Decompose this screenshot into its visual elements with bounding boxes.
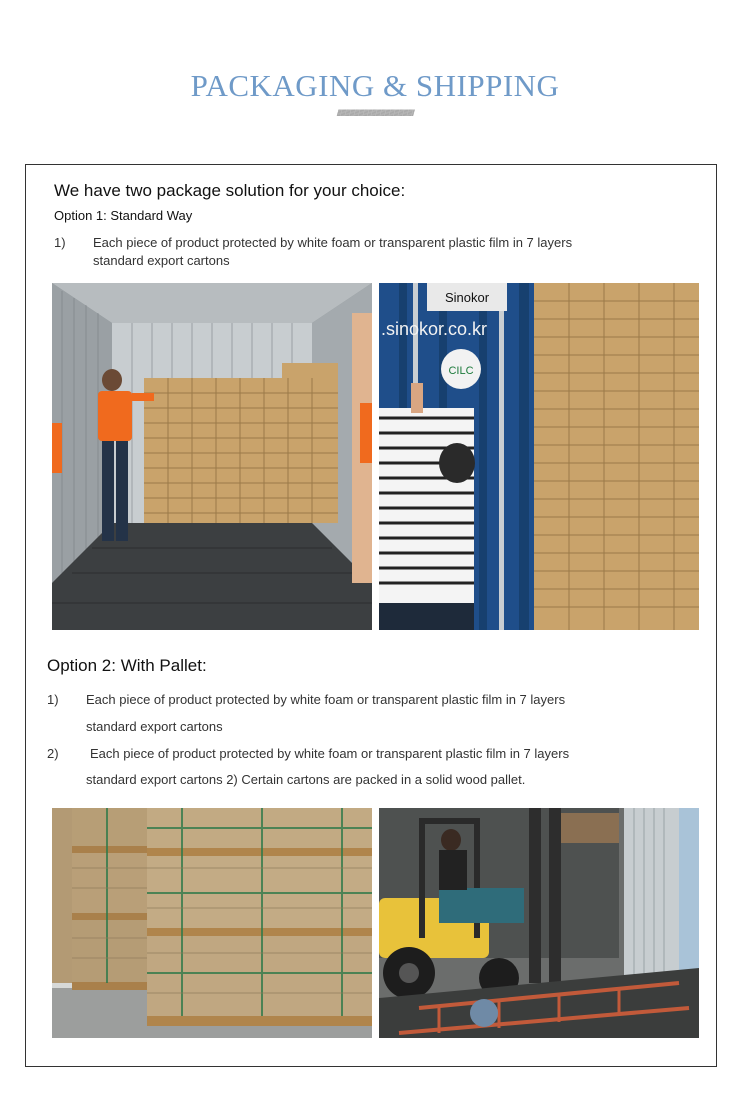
container-label-text: Sinokor (444, 290, 490, 305)
option1-item-line2: standard export cartons (93, 253, 230, 268)
photo-forklift-loading (379, 808, 699, 1038)
option2-item2-number: 2) (47, 746, 59, 761)
container-url-text: .sinokor.co.kr (381, 319, 488, 339)
page-title: PACKAGING & SHIPPING (190, 68, 560, 103)
title-divider: ///////////////////////////////////////////////////////////////////////////////////// (336, 108, 414, 118)
option1-item-line1: Each piece of product protected by white foam or transparent plastic film in 7 layers (93, 235, 573, 250)
container-badge-text: CILC (448, 365, 474, 377)
option2-item1-line1: Each piece of product protected by white foam or transparent plastic film in 7 layers (86, 692, 566, 707)
option2-item2-line1: Each piece of product protected by white foam or transparent plastic film in 7 layers (90, 746, 570, 761)
intro-headline: We have two package solution for your choice: (54, 181, 406, 200)
option2-item1-number: 1) (47, 692, 59, 707)
photo-wood-pallets (52, 808, 372, 1038)
option1-title: Option 1: Standard Way (54, 208, 193, 223)
photo-container-door-cartons (379, 283, 699, 630)
option2-title: Option 2: With Pallet: (47, 656, 207, 675)
option1-item-number: 1) (54, 235, 66, 250)
packaging-panel (25, 164, 717, 1067)
photo-container-loading-interior (52, 283, 372, 630)
option2-item2-line2: standard export cartons 2) Certain cartons are packed in a solid wood pallet. (86, 772, 526, 787)
option2-item1-line2: standard export cartons (86, 719, 223, 734)
